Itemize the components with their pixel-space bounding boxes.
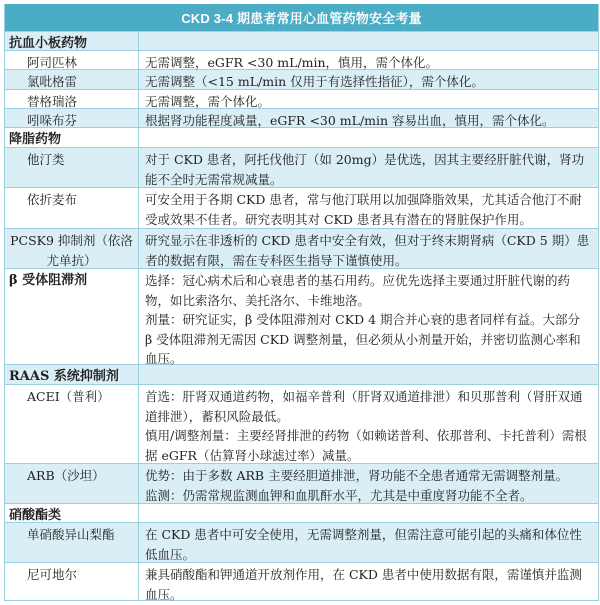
- drug-name: 依折麦布: [5, 188, 139, 228]
- note-paragraph: 对于 CKD 患者，阿托伐他汀（如 20mg）是优选，因其主要经肝脏代谢，肾功能不全时无需常规减量。: [145, 152, 585, 187]
- category-row: [5, 364, 598, 384]
- safety-note: [139, 464, 598, 503]
- table-row: [5, 384, 598, 463]
- category-row: [5, 503, 598, 522]
- drug-name: 阿司匹林: [5, 51, 139, 69]
- table-row: [5, 228, 598, 268]
- safety-note: [139, 70, 598, 89]
- safety-note: [139, 385, 598, 463]
- note-paragraph: 选择：冠心病术后和心衰患者的基石用药。应优先选择主要通过肝脏代谢的药物，如比索洛尔、美托洛尔、卡维地洛。: [145, 273, 571, 308]
- table-body: [5, 31, 598, 601]
- note-paragraph: 监测：仍需常规监测血钾和血肌酐水平，尤其是中重度肾功能不全者。: [145, 487, 533, 503]
- table-row: [5, 108, 598, 127]
- note-paragraph: 兼具硝酸酯和钾通道开放剂作用，在 CKD 患者中使用数据有限，需谨慎并监测血压。: [145, 567, 582, 602]
- note-paragraph: 无需调整，需个体化。: [145, 94, 271, 109]
- safety-note: [139, 365, 598, 384]
- table-row: [5, 147, 598, 187]
- note-paragraph: 优势：由于多数 ARB 主要经胆道排泄，肾功能不全患者通常无需调整剂量。: [145, 468, 569, 483]
- table-row: [5, 187, 598, 228]
- drug-name: ACEI（普利）: [5, 385, 139, 463]
- note-paragraph: 在 CKD 患者中可安全使用，无需调整剂量，但需注意可能引起的头痛和体位性低血压。: [145, 527, 582, 562]
- drug-name: 氯吡格雷: [5, 70, 139, 89]
- safety-note: [139, 148, 598, 187]
- safety-note: [139, 269, 598, 364]
- drug-name: 尼可地尔: [5, 563, 139, 600]
- drug-name: PCSK9 抑制剂（依洛尤单抗）: [5, 229, 139, 268]
- category-name: RAAS 系统抑制剂: [5, 365, 139, 384]
- note-paragraph: 无需调整，eGFR <30 mL/min，慎用，需个体化。: [145, 55, 439, 70]
- safety-note: [139, 188, 598, 228]
- drug-safety-table: [4, 4, 599, 601]
- table-row: [5, 69, 598, 89]
- safety-note: [139, 128, 598, 147]
- safety-note: [139, 109, 598, 127]
- safety-note: [139, 32, 598, 50]
- safety-note: [139, 90, 598, 108]
- category-name: 抗血小板药物: [5, 32, 139, 50]
- drug-name: 他汀类: [5, 148, 139, 187]
- drug-name: 吲哚布芬: [5, 109, 139, 127]
- table-row: [5, 89, 598, 108]
- drug-name: 单硝酸异山梨酯: [5, 523, 139, 562]
- table-row: [5, 522, 598, 562]
- safety-note: [139, 51, 598, 69]
- note-paragraph: 慎用/调整剂量：主要经肾排泄的药物（如赖诺普利、依那普利、卡托普利）需根据 eGFR（估算肾小球滤过率）减量。: [145, 428, 587, 463]
- drug-name: 替格瑞洛: [5, 90, 139, 108]
- note-paragraph: 无需调整（<15 mL/min 仅用于有选择性指征），需个体化。: [145, 74, 484, 89]
- note-paragraph: 首选：肝肾双通道药物，如福辛普利（肝肾双通道排泄）和贝那普利（肾肝双通道排泄），蓄积风险最低。: [145, 389, 583, 424]
- category-name: 硝酸酯类: [5, 504, 139, 522]
- category-row: [5, 127, 598, 147]
- table-row: [5, 562, 598, 601]
- table-row: [5, 50, 598, 69]
- table-title: CKD 3-4 期患者常用心血管药物安全考量: [5, 4, 598, 31]
- safety-note: [139, 504, 598, 522]
- category-row: [5, 31, 598, 50]
- category-row: [5, 268, 598, 364]
- safety-note: [139, 229, 598, 268]
- safety-note: [139, 523, 598, 562]
- category-name: β 受体阻滞剂: [5, 269, 139, 364]
- note-paragraph: 根据肾功能程度减量，eGFR <30 mL/min 容易出血，慎用，需个体化。: [145, 113, 555, 128]
- note-paragraph: 剂量：研究证实，β 受体阻滞剂对 CKD 4 期合并心衰的患者同样有益。大部分 β 受体阻滞剂无需因 CKD 调整剂量，但必须从小剂量开始，并密切监测心率和血压。: [145, 312, 581, 366]
- safety-note: [139, 563, 598, 600]
- note-paragraph: 可安全用于各期 CKD 患者，常与他汀联用以加强降脂效果，尤其适合他汀不耐受或效果不佳者。研究表明其对 CKD 患者具有潜在的肾脏保护作用。: [145, 192, 582, 227]
- drug-name: ARB（沙坦）: [5, 464, 139, 503]
- category-name: 降脂药物: [5, 128, 139, 147]
- note-paragraph: 研究显示在非透析的 CKD 患者中安全有效，但对于终末期肾病（CKD 5 期）患者的数据有限，需在专科医生指导下谨慎使用。: [145, 233, 590, 268]
- table-row: [5, 463, 598, 503]
